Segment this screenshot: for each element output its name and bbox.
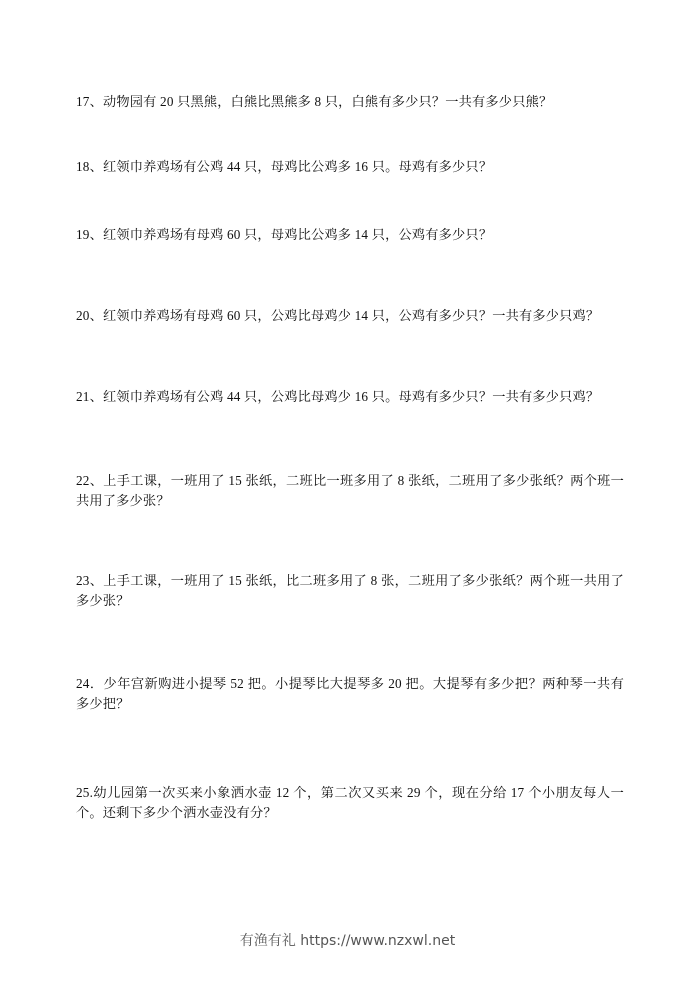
problem-17: 17、动物园有 20 只黑熊，白熊比黑熊多 8 只，白熊有多少只？一共有多少只熊？ [76,94,553,109]
footer-watermark: 有渔有礼 https://www.nzxwl.net [239,933,456,949]
problem-18: 18、红领巾养鸡场有公鸡 44 只，母鸡比公鸡多 16 只。母鸡有多少只？ [76,159,493,174]
problem-23: 23、上手工课，一班用了 15 张纸，比二班多用了 8 张，二班用了多少张纸？两个班一共用了多少张？ [76,573,624,608]
problem-22: 22、上手工课，一班用了 15 张纸，二班比一班多用了 8 张纸，二班用了多少张纸？两个班一共用了多少张？ [76,473,624,508]
problem-24: 24．少年宫新购进小提琴 52 把。小提琴比大提琴多 20 把。大提琴有多少把？两种琴一共有多少把？ [76,676,624,711]
problem-20: 20、红领巾养鸡场有母鸡 60 只，公鸡比母鸡少 14 只，公鸡有多少只？一共有多少只鸡？ [76,308,600,323]
problem-21: 21、红领巾养鸡场有公鸡 44 只，公鸡比母鸡少 16 只。母鸡有多少只？一共有多少只鸡？ [76,389,600,404]
problem-19: 19、红领巾养鸡场有母鸡 60 只，母鸡比公鸡多 14 只，公鸡有多少只？ [76,227,493,242]
problem-25: 25.幼儿园第一次买来小象洒水壶 12 个，第二次又买来 29 个，现在分给 17 个小朋友每人一个。还剩下多少个洒水壶没有分？ [76,785,624,820]
